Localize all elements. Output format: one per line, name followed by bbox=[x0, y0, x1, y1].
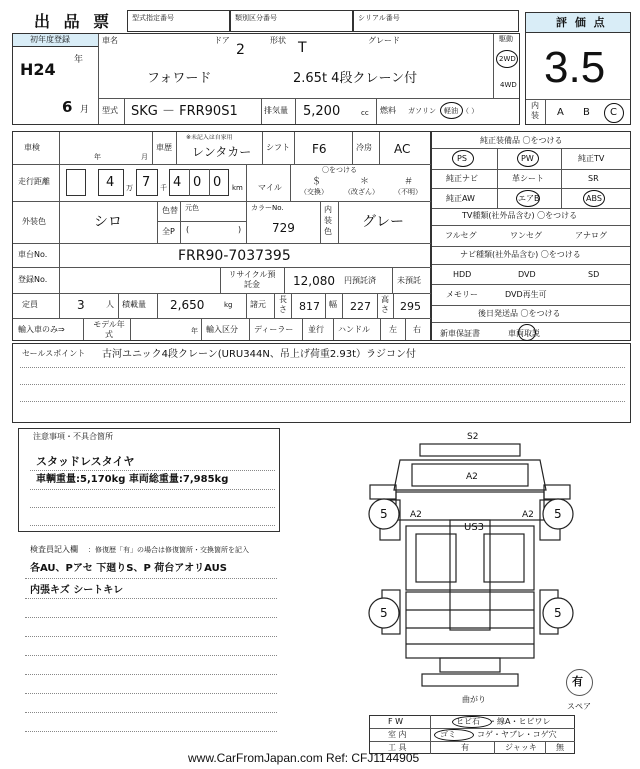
class-no-box bbox=[230, 10, 353, 32]
car-name-label: 車名 bbox=[102, 36, 118, 45]
navi-sd: SD bbox=[588, 270, 600, 279]
equip-ps: PS bbox=[457, 154, 467, 163]
history-label: 車歴 bbox=[156, 143, 172, 152]
mileage-digit-4: 0 bbox=[193, 175, 202, 190]
displacement-label: 排気量 bbox=[264, 106, 288, 115]
truck-diagram bbox=[360, 430, 600, 705]
damage-us3: US3 bbox=[464, 522, 485, 533]
color-no-value: 729 bbox=[272, 221, 295, 235]
form-title: 出 品 票 bbox=[34, 12, 114, 31]
mileage-digit-1: 4 bbox=[106, 175, 115, 190]
steering-label: ハンドル bbox=[338, 325, 370, 334]
fuel-other: （ ） bbox=[462, 107, 479, 115]
navi-dvd-playback: DVD再生可 bbox=[505, 290, 547, 299]
width-value: 227 bbox=[350, 300, 371, 313]
tire-front-right: 5 bbox=[554, 507, 562, 521]
all-paint-label: 全P bbox=[162, 227, 175, 236]
body-value: T bbox=[298, 40, 307, 56]
legend-fw-circle bbox=[452, 716, 492, 728]
legend-interior-text: ゴミ bbox=[440, 730, 456, 739]
displacement-value: 5,200 bbox=[303, 104, 341, 119]
legend-fw-rest: ・線A・ヒビワレ bbox=[489, 717, 551, 726]
legend-tools: 工 具 bbox=[388, 743, 407, 752]
first-reg-era: H24 bbox=[20, 60, 56, 79]
length-label: 長さ bbox=[279, 295, 287, 314]
capacity-unit: 人 bbox=[106, 300, 114, 309]
navi-memory: メモリー bbox=[446, 290, 478, 299]
serial-no-box bbox=[353, 10, 519, 32]
tv-title: TV種類(社外品含む) 〇をつける bbox=[462, 211, 578, 220]
import-label: 輸入車のみ⇒ bbox=[18, 325, 65, 334]
spare-label: スペア bbox=[567, 702, 591, 711]
serial-no-label: シリアル番号 bbox=[358, 14, 400, 22]
capacity-value: 3 bbox=[77, 298, 85, 312]
mileage-opt-unknown: ＃ bbox=[404, 177, 414, 187]
model-value: SKG － FRR90S1 bbox=[131, 104, 238, 119]
height-label: 高さ bbox=[381, 295, 389, 314]
notes-line-2: 車輌重量:5,170kg 車両総重量:7,985kg bbox=[36, 474, 229, 485]
model-no-label: 型式指定番号 bbox=[132, 14, 174, 22]
fuel-gasoline: ガソリン bbox=[408, 107, 436, 115]
grade-score: 3.5 bbox=[544, 43, 606, 92]
mileage-digit-box-1 bbox=[66, 169, 86, 196]
legend-tools-value: 有 bbox=[461, 743, 469, 752]
tv-oneseg: ワンセグ bbox=[510, 231, 542, 240]
mileage-note: 〇をつける bbox=[322, 166, 357, 174]
inspector-label: 検査員記入欄 bbox=[30, 545, 78, 554]
mileage-opt-tamper: ＊ bbox=[360, 177, 370, 187]
navi-title: ナビ種類(社外品含む) 〇をつける bbox=[460, 250, 581, 259]
damage-s2: S2 bbox=[467, 432, 479, 442]
mileage-sen: 千 bbox=[160, 184, 167, 192]
legend-jack: ジャッキ bbox=[505, 743, 537, 752]
mileage-opt-exchange-note: （交換） bbox=[300, 188, 328, 196]
mileage-opt-tamper-note: （改ざん） bbox=[344, 188, 379, 196]
model-label: 型式 bbox=[102, 106, 118, 115]
width-label: 幅 bbox=[329, 300, 337, 309]
interior-grade-label: 内装 bbox=[531, 101, 539, 120]
displacement-unit: cc bbox=[361, 109, 369, 117]
fuel-selected-circle bbox=[440, 102, 463, 119]
interior-grade-a: A bbox=[557, 107, 564, 118]
legend-interior-circle bbox=[434, 729, 474, 741]
tire-front-left: 5 bbox=[380, 507, 388, 521]
equip-sr: SR bbox=[588, 174, 599, 183]
dims-label: 諸元 bbox=[250, 300, 266, 309]
legend-interior: 室 内 bbox=[388, 730, 407, 739]
legend-fw-text: ヒビ石 bbox=[456, 717, 480, 726]
interior-grade-b: B bbox=[583, 107, 590, 118]
ac-label: 冷房 bbox=[356, 143, 372, 152]
shift-label: シフト bbox=[266, 143, 290, 152]
load-value: 2,650 bbox=[170, 298, 205, 312]
equip-abs: ABS bbox=[586, 194, 602, 203]
equip-pw: PW bbox=[521, 154, 534, 163]
recycle-unit: 円預託済 bbox=[344, 276, 376, 285]
equip-airbag: エアB bbox=[518, 194, 540, 203]
import-model-year-label: モデル年式 bbox=[93, 320, 125, 339]
fuel-diesel: 軽油 bbox=[444, 107, 458, 115]
car-grade-value: 2.65t 4段クレーン付 bbox=[293, 71, 418, 86]
drive-4wd: 4WD bbox=[500, 81, 517, 89]
capacity-label: 定員 bbox=[22, 300, 38, 309]
first-reg-label: 初年度登録 bbox=[30, 35, 70, 44]
navi-dvd: DVD bbox=[518, 270, 536, 279]
interior-color-value: グレー bbox=[362, 214, 404, 230]
first-reg-year-unit: 年 bbox=[74, 55, 84, 65]
import-year-unit: 年 bbox=[191, 327, 198, 335]
docs-title: 後日発送品 〇をつける bbox=[478, 309, 561, 318]
ac-value: AC bbox=[394, 142, 411, 156]
color-change-label: 色替 bbox=[162, 206, 178, 215]
inspection-month-unit: 月 bbox=[141, 153, 148, 161]
equip-abs-circle bbox=[583, 190, 605, 207]
mileage-digit-2: 7 bbox=[142, 175, 151, 190]
spare-mark: 有 bbox=[572, 675, 583, 688]
length-value: 817 bbox=[299, 300, 320, 313]
class-no-label: 類別区分番号 bbox=[235, 14, 277, 22]
bend-label: 曲がり bbox=[462, 695, 486, 704]
exterior-color-label: 外装色 bbox=[22, 217, 46, 226]
notes-line-1: スタッドレスタイヤ bbox=[36, 455, 135, 468]
fuel-label: 燃料 bbox=[380, 106, 396, 115]
equip-pw-circle bbox=[517, 150, 539, 167]
equip-leather: 革シート bbox=[512, 174, 544, 183]
model-no-box bbox=[127, 10, 230, 32]
original-color-label: 元色 bbox=[185, 204, 199, 212]
navi-hdd: HDD bbox=[453, 270, 472, 279]
doors-value: 2 bbox=[236, 42, 245, 58]
color-no-label: カラーNo. bbox=[251, 204, 284, 212]
damage-a2-top: A2 bbox=[466, 472, 478, 482]
interior-grade-selected-circle bbox=[604, 103, 624, 123]
first-reg-month-unit: 月 bbox=[80, 105, 90, 115]
shift-value: F6 bbox=[312, 142, 327, 156]
history-note: ※未記入は自家用 bbox=[186, 133, 233, 141]
load-label: 積載量 bbox=[122, 300, 146, 309]
tire-rear-left: 5 bbox=[380, 606, 388, 620]
interior-grade-c: C bbox=[610, 107, 617, 118]
grade-label: グレード bbox=[368, 36, 400, 45]
mileage-man: 万 bbox=[126, 184, 133, 192]
drive-2wd: 2WD bbox=[499, 55, 516, 63]
equip-ps-circle bbox=[452, 150, 474, 167]
tv-fullseg: フルセグ bbox=[445, 231, 477, 240]
legend-interior-rest: コゲ・ヤブレ・コゲ穴 bbox=[477, 730, 557, 739]
inspector-note: ：修復歴「有」の場合は修復箇所・交換箇所を記入 bbox=[88, 546, 249, 554]
load-unit: kg bbox=[224, 301, 233, 309]
docs-manual: 車両取説 bbox=[508, 329, 540, 338]
docs-warranty: 新車保証書 bbox=[440, 329, 480, 338]
mileage-digit-5: 0 bbox=[213, 175, 222, 190]
legend-jack-value: 無 bbox=[556, 743, 564, 752]
recycle-unpaid: 未預託 bbox=[397, 276, 421, 285]
doors-label: ドア bbox=[214, 36, 230, 45]
damage-a2-right: A2 bbox=[522, 510, 534, 520]
history-value: レンタカー bbox=[192, 145, 252, 159]
import-type-dealer: ディーラー bbox=[254, 325, 294, 334]
sales-point-label: セールスポイント bbox=[22, 349, 86, 358]
mileage-mile: マイル bbox=[258, 183, 282, 192]
equip-aw: 純正AW bbox=[446, 194, 475, 203]
steering-right: 右 bbox=[413, 325, 421, 334]
equipment-title: 純正装備品 〇をつける bbox=[480, 136, 563, 145]
mileage-digit-3: 4 bbox=[173, 175, 182, 190]
tire-rear-right: 5 bbox=[554, 606, 562, 620]
steering-left: 左 bbox=[389, 325, 397, 334]
equip-tv: 純正TV bbox=[578, 154, 605, 163]
damage-a2-left: A2 bbox=[410, 510, 422, 520]
recycle-label: リサイクル預託金 bbox=[228, 270, 276, 289]
notes-label: 注意事項・不具合箇所 bbox=[33, 432, 113, 441]
exterior-color-value: シロ bbox=[94, 214, 122, 230]
mileage-opt-exchange: ＄ bbox=[312, 177, 322, 187]
height-value: 295 bbox=[400, 300, 421, 313]
inspection-year-unit: 年 bbox=[94, 153, 101, 161]
footer-watermark: www.CarFromJapan.com Ref: CFJ1144905 bbox=[188, 751, 420, 765]
inspector-line-2: 内張キズ シートキレ bbox=[30, 585, 124, 596]
mileage-label: 走行距離 bbox=[18, 177, 50, 186]
recycle-value: 12,080 bbox=[293, 274, 335, 288]
import-type-label: 輸入区分 bbox=[206, 325, 238, 334]
body-label: 形状 bbox=[270, 36, 286, 45]
drive-label: 駆動 bbox=[499, 35, 513, 43]
tv-analog: アナログ bbox=[575, 231, 607, 240]
legend-fw: F W bbox=[388, 717, 404, 726]
import-parallel: 並行 bbox=[308, 325, 324, 334]
inspector-line-1: 各AU、Pアセ 下廻りS、P 荷台アオリAUS bbox=[30, 563, 227, 574]
grade-title: 評 価 点 bbox=[556, 16, 607, 29]
first-reg-month: 6 bbox=[62, 98, 73, 116]
drive-selected-circle bbox=[496, 50, 518, 68]
chassis-label: 車台No. bbox=[18, 250, 48, 259]
interior-color-label: 内装色 bbox=[324, 205, 332, 236]
registration-label: 登録No. bbox=[18, 275, 48, 284]
equip-navi: 純正ナビ bbox=[446, 174, 478, 183]
mileage-opt-unknown-note: （不明） bbox=[394, 188, 422, 196]
mileage-km: km bbox=[232, 184, 243, 192]
docs-manual-circle bbox=[518, 324, 536, 341]
chassis-value: FRR90-7037395 bbox=[178, 248, 291, 264]
car-name-value: フォワード bbox=[147, 71, 212, 86]
sales-point-text: 古河ユニック4段クレーン(URU344N、吊上げ荷重2.93t）ラジコン付 bbox=[102, 349, 417, 360]
inspection-label: 車検 bbox=[24, 143, 40, 152]
equip-airbag-circle bbox=[516, 190, 540, 207]
